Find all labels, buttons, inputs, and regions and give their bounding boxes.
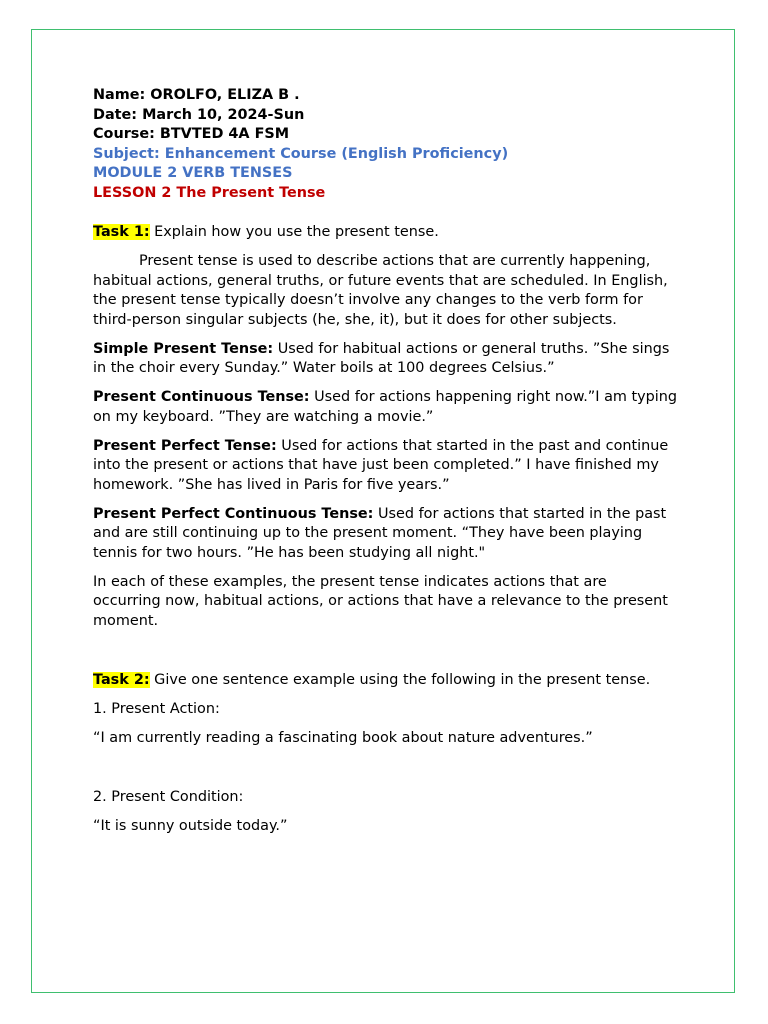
course-value: BTVTED 4A FSM (159, 126, 290, 142)
module-line: MODULE 2 VERB TENSES (93, 165, 293, 181)
tense-item (93, 505, 678, 564)
tense-item (93, 437, 678, 496)
task2-prompt (93, 671, 678, 691)
tense-term: Present Perfect Continuous Tense: (93, 505, 374, 522)
tense-term: Present Continuous Tense: (93, 389, 310, 405)
tense-text: Used for habitual actions or general truths. ”She sings in the choir every Sunday.” Water boils at 100 degrees Celsius.” (93, 340, 670, 376)
course-label: Course: (93, 126, 155, 142)
date-value: March 10, 2024-Sun (142, 106, 305, 123)
task1-conclusion: In each of these examples, the present tense indicates actions that are occurring now, habitual actions, or actions that have a relevance to the present moment. (93, 573, 668, 629)
tense-item (93, 340, 678, 379)
task1-prompt-text: Explain how you use the present tense. (154, 224, 439, 240)
task2-prompt-text: Give one sentence example using the following in the present tense. (154, 671, 651, 688)
name-line (93, 86, 678, 106)
task1-label: Task 1: (93, 224, 150, 240)
document-body (93, 86, 678, 846)
task2-answer-2: “It is sunny outside today.” (93, 817, 288, 834)
name-label: Name: (93, 87, 146, 103)
task1-intro: Present tense is used to describe actions that are currently happening, habitual actions, general truths, or future events that are scheduled. In English, the present tense typically doesn’t involve any changes to the verb form for third-person singular subjects (he, she, it), but it does for other subjects. (93, 253, 668, 328)
tense-term: Present Perfect Tense: (93, 437, 277, 454)
task2-question-1: 1. Present Action: (93, 700, 220, 717)
tense-text: Used for actions that started in the past and continue into the present or actions that have just been completed.” I have finished my homework. ”She has lived in Paris for five years.” (93, 437, 669, 493)
tense-term: Simple Present Tense: (93, 340, 274, 357)
course-line (93, 125, 678, 145)
name-value: OROLFO, ELIZA B . (150, 87, 300, 103)
tense-item (93, 388, 678, 427)
tense-text: Used for actions that started in the past and are still continuing up to the present moment. “They have been playing tennis for two hours. ”He has been studying all night." (93, 505, 667, 561)
date-line (93, 106, 678, 126)
task2-question-2: 2. Present Condition: (93, 788, 244, 805)
task2-answer-1: “I am currently reading a fascinating book about nature adventures.” (93, 729, 593, 746)
task2-label: Task 2: (93, 671, 150, 688)
lesson-line: LESSON 2 The Present Tense (93, 184, 326, 201)
subject-line: Subject: Enhancement Course (English Proficiency) (93, 145, 509, 162)
task1-prompt (93, 223, 678, 243)
date-label: Date: (93, 106, 138, 123)
tense-text: Used for actions happening right now.”I am typing on my keyboard. ”They are watching a movie.” (93, 389, 678, 425)
